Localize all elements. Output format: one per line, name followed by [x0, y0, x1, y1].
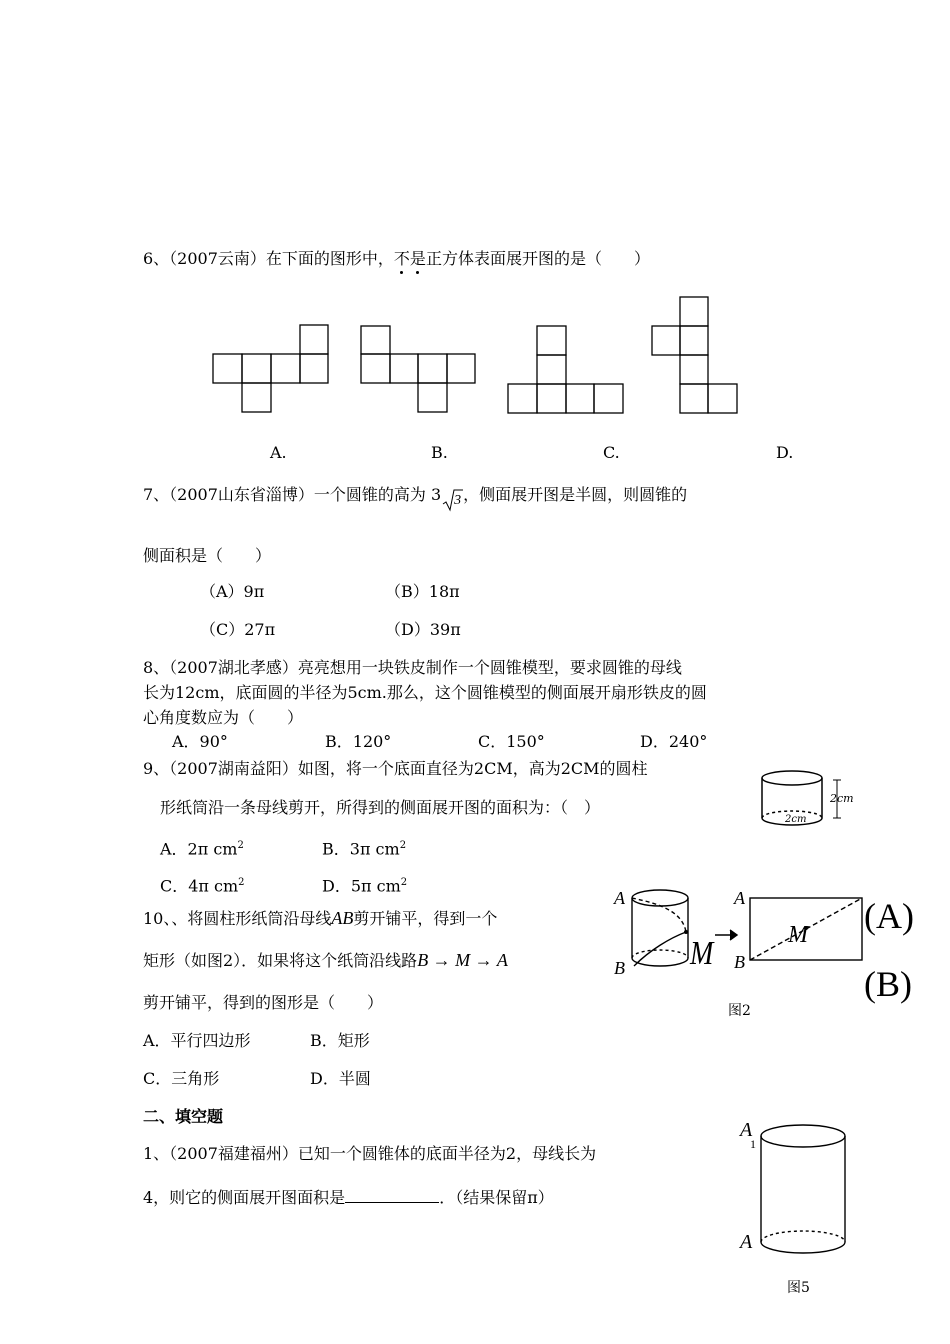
- section-heading: 二、填空题: [143, 1107, 224, 1126]
- q10-paren-a: (A): [864, 896, 914, 936]
- q7-stem-text-2: ，侧面展开图是半圆，则圆锥的: [463, 485, 688, 504]
- q10-option-b: B．矩形: [310, 1031, 370, 1050]
- q7-option-c: （C）27π: [200, 620, 276, 639]
- q7-stem-text: 7、（2007山东省淄博）一个圆锥的高为 3: [143, 485, 442, 504]
- q9-cylinder-figure: [755, 770, 865, 830]
- q10-figure-2: [610, 880, 914, 1030]
- sqrt-radicand: 3: [454, 493, 462, 508]
- q8-option-a: A．90°: [172, 732, 228, 751]
- f1-fig-a: A: [740, 1231, 753, 1253]
- net-d: [652, 297, 737, 413]
- f1-fig-caption: 图5: [787, 1280, 810, 1296]
- q9-option-a: A．2π $cm^2$: [160, 839, 244, 859]
- q10-fig-b2: B: [734, 952, 745, 972]
- net-b: [361, 326, 475, 412]
- q10-line1: 10、、将圆柱形纸筒沿母线AB剪开铺平，得到一个: [143, 908, 498, 928]
- q9-fig-height-label: 2cm: [830, 792, 854, 805]
- q9-fig-base-label: 2cm: [785, 814, 807, 825]
- q9-option-b: B．3π $cm^2$: [322, 839, 407, 859]
- q8-option-c: C．150°: [478, 732, 545, 751]
- q10-ab-var: AB: [331, 908, 354, 928]
- q7-option-b: （B）18π: [385, 582, 460, 601]
- sqrt-expression: [441, 480, 463, 508]
- q6-stem-text: 6、（2007云南）在下面的图形中，: [143, 249, 394, 268]
- q8-line2: 长为12cm，底面圆的半径为5cm.那么，这个圆锥模型的侧面展开扇形铁皮的圆: [143, 683, 707, 702]
- q10-option-d: D．半圆: [310, 1069, 371, 1088]
- q10-fig-a2: A: [734, 888, 745, 908]
- answer-blank[interactable]: [345, 1186, 439, 1203]
- q8-line1: 8、（2007湖北孝感）亮亮想用一块铁皮制作一个圆锥模型，要求圆锥的母线: [143, 658, 682, 677]
- net-label-d: D.: [776, 443, 794, 462]
- q6-stem-text-2: 正方体表面展开图的是（ ）: [425, 249, 650, 268]
- net-c: [508, 326, 623, 413]
- f1-fig-a1-sub: 1: [750, 1137, 756, 1151]
- net-a: [213, 325, 328, 412]
- q9-line2: 形纸筒沿一条母线剪开，所得到的侧面展开图的面积为：（ ）: [160, 798, 601, 817]
- q9-option-d: D．5π $cm^2$: [322, 876, 408, 896]
- q10-line2: 矩形（如图2）．如果将这个纸筒沿线路B → M → A: [143, 950, 508, 970]
- q10-fig-m: M: [690, 933, 714, 972]
- q8-line3: 心角度数应为（ ）: [143, 708, 304, 727]
- q10-option-c: C．三角形: [143, 1069, 220, 1088]
- net-label-a: A.: [270, 443, 287, 462]
- q7-option-d: （D）39π: [385, 620, 461, 639]
- f1-line2: 4，则它的侧面展开图面积是 ．（结果保留π）: [143, 1188, 554, 1207]
- q7-stem: [143, 480, 688, 508]
- q10-fig-b: B: [614, 958, 625, 978]
- q6-emphasis-1: 不: [393, 249, 410, 268]
- q9-option-c: C．4π $cm^2$: [160, 876, 245, 896]
- q10-fig-m2: M: [788, 922, 808, 948]
- q10-line3: 剪开铺平，得到的图形是（ ）: [143, 993, 384, 1012]
- f1-fig-a1: A: [740, 1119, 753, 1141]
- q10-paren-b: (B): [864, 964, 912, 1004]
- q7-stem-line2: 侧面积是（ ）: [143, 546, 272, 565]
- q10-fig-caption: 图2: [728, 1003, 751, 1019]
- net-label-c: C.: [603, 443, 620, 462]
- q10-path-expr: B → M → A: [417, 950, 508, 970]
- q10-option-a: A．平行四边形: [143, 1031, 251, 1050]
- q7-option-a: （A）9π: [200, 582, 265, 601]
- q9-line1: 9、（2007湖南益阳）如图，将一个底面直径为2CM，高为2CM的圆柱: [143, 759, 648, 778]
- f1-line1: 1、（2007福建福州）已知一个圆锥体的底面半径为2，母线长为: [143, 1144, 597, 1163]
- net-label-b: B.: [431, 443, 448, 462]
- q8-option-b: B．120°: [325, 732, 392, 751]
- q10-fig-a: A: [614, 888, 625, 908]
- fill1-cylinder-figure: [735, 1110, 865, 1300]
- q6-cube-nets: [0, 0, 950, 440]
- q8-option-d: D．240°: [640, 732, 708, 751]
- q6-emphasis-2: 是: [409, 249, 426, 268]
